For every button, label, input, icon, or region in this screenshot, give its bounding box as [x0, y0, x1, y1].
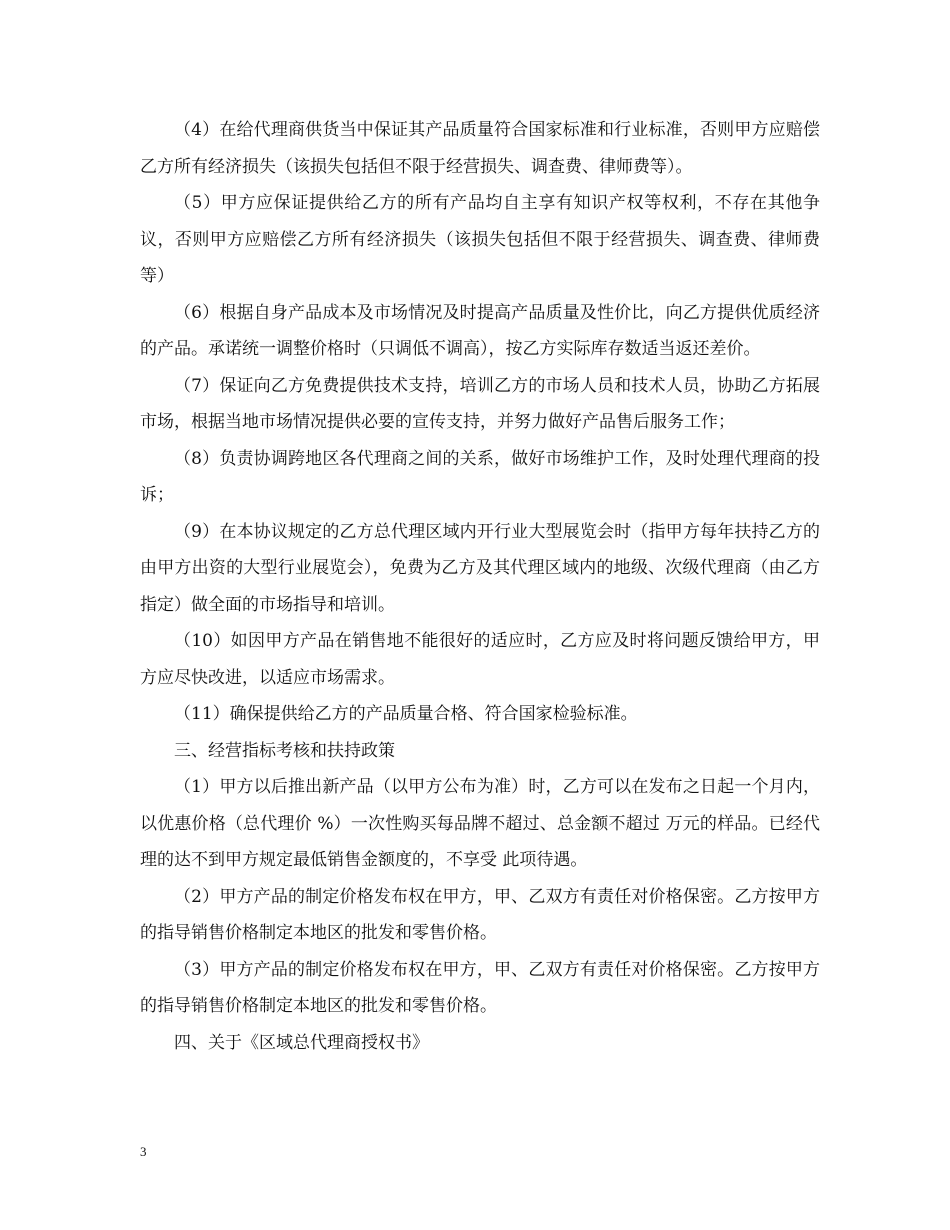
- clause-8: （8）负责协调跨地区各代理商之间的关系，做好市场维护工作，及时处理代理商的投诉；: [140, 448, 820, 505]
- section3-clause-1: （1）甲方以后推出新产品（以甲方公布为准）时，乙方可以在发布之日起一个月内，以优惠价格（总代理价 %）一次性购买每品牌不超过、总金额不超过 万元的样品。已经代理的达不到甲方规定最低销售金额度的，不享受 此项待遇。: [140, 777, 820, 870]
- page-number: 3: [140, 1144, 147, 1159]
- clause-4: （4）在给代理商供货当中保证其产品质量符合国家标准和行业标准，否则甲方应赔偿乙方所有经济损失（该损失包括但不限于经营损失、调查费、律师费等）。: [140, 120, 820, 177]
- clause-10: （10）如因甲方产品在销售地不能很好的适应时，乙方应及时将问题反馈给甲方，甲方应尽快改进，以适应市场需求。: [140, 631, 820, 688]
- section3-clause-3: （3）甲方产品的制定价格发布权在甲方，甲、乙双方有责任对价格保密。乙方按甲方的指导销售价格制定本地区的批发和零售价格。: [140, 959, 820, 1016]
- section-heading-4: 四、关于《区域总代理商授权书》: [174, 1032, 429, 1053]
- clause-11: （11）确保提供给乙方的产品质量合格、符合国家检验标准。: [174, 704, 638, 724]
- clause-9: （9）在本协议规定的乙方总代理区域内开行业大型展览会时（指甲方每年扶持乙方的由甲方出资的大型行业展览会），免费为乙方及其代理区域内的地级、次级代理商（由乙方指定）做全面的市场指导和培训。: [140, 521, 820, 615]
- section-heading-3: 三、经营指标考核和扶持政策: [174, 740, 395, 761]
- clause-6: （6）根据自身产品成本及市场情况及时提高产品质量及性价比，向乙方提供优质经济的产品。承诺统一调整价格时（只调低不调高），按乙方实际库存数适当返还差价。: [140, 302, 820, 359]
- document-body: [140, 112, 820, 1061]
- clause-7: （7）保证向乙方免费提供技术支持，培训乙方的市场人员和技术人员，协助乙方拓展市场，根据当地市场情况提供必要的宣传支持，并努力做好产品售后服务工作；: [140, 375, 820, 432]
- clause-5: （5）甲方应保证提供给乙方的所有产品均自主享有知识产权等权利，不存在其他争议，否则甲方应赔偿乙方所有经济损失（该损失包括但不限于经营损失、调查费、律师费等）: [140, 193, 820, 286]
- section3-clause-2: （2）甲方产品的制定价格发布权在甲方，甲、乙双方有责任对价格保密。乙方按甲方的指导销售价格制定本地区的批发和零售价格。: [140, 886, 820, 943]
